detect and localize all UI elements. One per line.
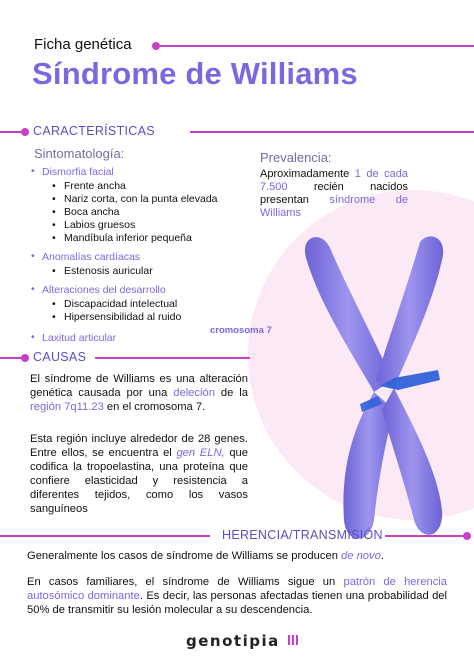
prevalencia-highlight: síndrome de Williams (260, 194, 408, 219)
causas-text-part: Esta región incluye alrededor de 28 genes. Entre ellos, se encuentra el (30, 433, 248, 459)
herencia-text-part: . Es decir, las personas afectadas tienen una probabilidad del 50% de transmitir su lesión molecular a su descendencia. (27, 590, 447, 616)
causas-text-part: El síndrome de Williams es una alteración genética causada por una (30, 373, 248, 399)
prevalencia-text (260, 168, 408, 220)
chromosome-label: cromosoma 7 (210, 325, 272, 336)
chromosome-arm-lower-right (382, 388, 442, 535)
causas-highlight: deleción (173, 387, 215, 399)
symptom-item: • Boca ancha (30, 206, 250, 219)
causas-paragraph-1 (30, 372, 248, 414)
section-rule-caracteristicas-right (190, 131, 474, 133)
section-heading-causas: CAUSAS (33, 350, 87, 364)
causas-text-part: de la (214, 387, 248, 399)
chromosome-illustration (270, 220, 474, 550)
section-rule-herencia-right (385, 535, 468, 537)
herencia-emphasis: de novo (341, 550, 381, 562)
symptom-item: • Mandíbula inferior pequeña (30, 232, 250, 245)
sintomatologia-heading: Sintomatología: (34, 146, 125, 161)
prevalencia-highlight: 1 de cada 7.500 (260, 168, 408, 193)
logo-bars-icon (286, 632, 298, 650)
section-rule-causas-right (95, 357, 250, 359)
herencia-highlight: patrón de herencia autosómico dominante (27, 576, 448, 602)
symptom-category: • Dismorfia facial (30, 166, 250, 178)
symptom-item: • Labios gruesos (30, 219, 250, 232)
symptom-item: • Discapacidad intelectual (30, 298, 250, 311)
causas-text-part: en el cromosoma 7. (103, 401, 206, 413)
symptoms-list (30, 166, 250, 350)
chromosome-arm-upper-right (376, 236, 443, 388)
symptom-category: • Laxitud articular (30, 332, 250, 344)
footer-logo (186, 632, 298, 650)
herencia-text-part: Generalmente los casos de síndrome de Williams se producen (27, 550, 342, 562)
symptom-item: • Hipersensibilidad al ruido (30, 311, 250, 324)
section-heading-caracteristicas: CARACTERÍSTICAS (33, 124, 155, 138)
symptom-item: • Estenosis auricular (30, 265, 250, 278)
header-rule (160, 45, 474, 47)
section-heading-herencia: HERENCIA/TRANSMISIÓN (222, 528, 383, 542)
section-rule-caracteristicas (0, 131, 26, 133)
logo-text: genotipia (186, 632, 280, 650)
herencia-text-part: . (380, 550, 384, 562)
causas-highlight: gen ELN, (176, 447, 225, 459)
symptom-group (30, 284, 250, 324)
herencia-text-part: En casos familiares, el síndrome de Williams sigue un (27, 576, 344, 588)
symptom-item: • Nariz corta, con la punta elevada (30, 193, 250, 206)
prevalencia-heading: Prevalencia: (260, 150, 332, 165)
symptom-group (30, 332, 250, 344)
causas-text-part: que codifica la tropoelastina, una proteína que confiere elasticidad y resistencia a diferentes tejidos, como los vasos sanguíneos (30, 447, 248, 515)
symptom-group (30, 251, 250, 278)
symptom-group (30, 166, 250, 245)
herencia-paragraph-2 (27, 575, 447, 617)
symptom-item: • Frente ancha (30, 180, 250, 193)
section-rule-causas (0, 357, 26, 359)
document-subtitle: Ficha genética (34, 36, 132, 53)
document-title: Síndrome de Williams (32, 56, 358, 91)
herencia-paragraph-1 (27, 549, 447, 563)
section-rule-herencia-left (0, 535, 210, 537)
causas-highlight: región 7q11.23 (30, 401, 104, 413)
causas-paragraph-2 (30, 432, 248, 516)
symptom-category: • Alteraciones del desarrollo (30, 284, 250, 296)
prevalencia-text-part: Aproximadamente (260, 168, 355, 180)
prevalencia-text-part: recién nacidos presentan (260, 181, 408, 206)
symptom-category: • Anomalías cardíacas (30, 251, 250, 263)
chromosome-arm-upper-left (305, 237, 392, 392)
